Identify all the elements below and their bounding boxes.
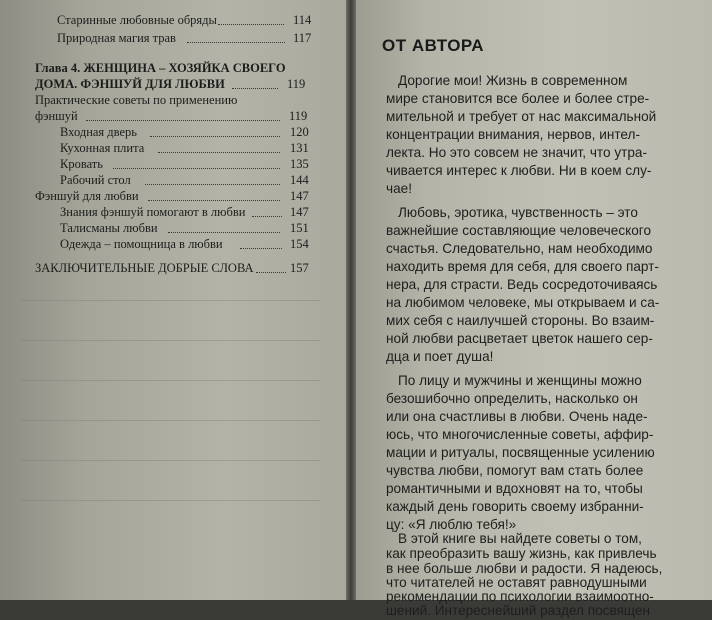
body-line: на любимом человеке, мы открываем и са-	[386, 295, 660, 310]
toc-entry-title: Природная магия трав	[57, 31, 176, 45]
toc-entry-title: Входная дверь	[60, 125, 137, 139]
toc-entry-page: 119	[289, 109, 308, 123]
body-line: мительной и требует от нас максимальной	[386, 109, 657, 124]
book-gutter	[346, 0, 356, 600]
toc-leader-dots	[232, 86, 278, 89]
toc-chapter-title: ДОМА. ФЭНШУЙ ДЛЯ ЛЮБВИ	[35, 77, 225, 91]
show-through-line	[20, 420, 320, 421]
body-line: шений. Интереснейший раздел посвящен	[386, 603, 650, 618]
toc-leader-dots	[158, 150, 280, 153]
body-line: цу: «Я люблю тебя!»	[386, 517, 517, 532]
show-through-line	[20, 340, 320, 341]
toc-leader-dots	[148, 198, 280, 201]
toc-leader-dots	[256, 270, 286, 273]
body-line: важнейшие составляющие человеческого	[386, 223, 652, 238]
body-line: В этой книге вы найдете советы о том,	[398, 531, 642, 546]
toc-entry-page: 144	[290, 173, 309, 187]
toc-entry-title: Практические советы по применению	[35, 93, 238, 107]
toc-entry-page: 147	[290, 205, 309, 219]
toc-entry-title: ЗАКЛЮЧИТЕЛЬНЫЕ ДОБРЫЕ СЛОВА	[35, 261, 254, 275]
toc-entry-page: 117	[293, 31, 312, 45]
show-through-line	[20, 460, 320, 461]
body-line: концентрации внимания, нервов, интел-	[386, 127, 640, 142]
body-line: находить время для себя, для своего парт-	[386, 259, 659, 274]
body-line: рекомендации по психологии взаимоотно-	[386, 589, 654, 604]
body-line: как преобразить вашу жизнь, как привлечь	[386, 546, 657, 561]
body-line: чае!	[386, 181, 412, 196]
show-through-line	[20, 300, 320, 301]
body-line: безошибочно определить, насколько он	[386, 391, 638, 406]
toc-entry-title: Талисманы любви	[60, 221, 158, 235]
body-line: мации и ритуалы, посвященные усилению	[386, 445, 655, 460]
toc-entry-title: Кухонная плита	[60, 141, 145, 155]
body-line: дца и поет душа!	[386, 349, 494, 364]
toc-entry-page: 120	[290, 125, 309, 139]
show-through-line	[20, 380, 320, 381]
toc-leader-dots	[113, 166, 280, 169]
body-line: чувства любви, помогут вам стать более	[386, 463, 644, 478]
toc-entry-page: 151	[290, 221, 309, 235]
toc-entry-title: Фэншуй для любви	[35, 189, 139, 203]
toc-entry-title: Рабочий стол	[60, 173, 131, 187]
toc-entry-page: 114	[293, 13, 312, 27]
section-heading: ОТ АВТОРА	[382, 36, 485, 55]
body-line: в нее больше любви и радости. Я надеюсь,	[386, 561, 663, 576]
body-line: Любовь, эротика, чувственность – это	[398, 205, 638, 220]
toc-leader-dots	[240, 246, 282, 249]
toc-entry-page: 157	[290, 261, 309, 275]
toc-entry-title: Кровать	[60, 157, 103, 171]
toc-leader-dots	[218, 22, 284, 25]
toc-leader-dots	[187, 40, 285, 43]
show-through-line	[20, 500, 320, 501]
body-line: Дорогие мои! Жизнь в современном	[398, 73, 628, 88]
body-line: мих себя с наилучшей стороны. Во взаим-	[386, 313, 655, 328]
toc-leader-dots	[86, 118, 280, 121]
toc-leader-dots	[252, 214, 282, 217]
body-line: нера, для страсти. Ведь сосредоточиваясь	[386, 277, 658, 292]
body-line: лекта. Но это совсем не значит, что утра-	[386, 145, 647, 160]
body-line: что читателей не оставят равнодушными	[386, 575, 647, 590]
body-line: чивается интерес к любви. Ни в коем слу-	[386, 163, 652, 178]
toc-leader-dots	[168, 230, 280, 233]
body-line: или она счастливы в любви. Очень наде-	[386, 409, 648, 424]
toc-entry-page: 135	[290, 157, 309, 171]
toc-entry-page: 119	[287, 77, 306, 91]
body-line: романтичными и вдохновят на то, чтобы	[386, 481, 643, 496]
toc-entry-title: Одежда – помощница в любви	[60, 237, 223, 251]
body-line: По лицу и мужчины и женщины можно	[398, 373, 642, 388]
toc-entry-title: Знания фэншуй помогают в любви	[60, 205, 246, 219]
body-line: каждый день говорить своему избранни-	[386, 499, 644, 514]
body-line: мире становится все более и более стре-	[386, 91, 650, 106]
toc-entry-page: 131	[290, 141, 309, 155]
body-line: счастья. Следовательно, нам необходимо	[386, 241, 653, 256]
toc-leader-dots	[145, 182, 280, 185]
toc-chapter-title: Глава 4. ЖЕНЩИНА – ХОЗЯЙКА СВОЕГО	[35, 61, 286, 75]
toc-entry-title: Старинные любовные обряды	[57, 13, 217, 27]
toc-leader-dots	[150, 134, 280, 137]
body-line: юсь, что многочисленные советы, аффир-	[386, 427, 654, 442]
toc-entry-page: 154	[290, 237, 309, 251]
body-line: ной любви расцветает цветок нашего сер-	[386, 331, 653, 346]
toc-entry-page: 147	[290, 189, 309, 203]
left-page	[0, 0, 346, 600]
toc-entry-title: фэншуй	[35, 109, 78, 123]
